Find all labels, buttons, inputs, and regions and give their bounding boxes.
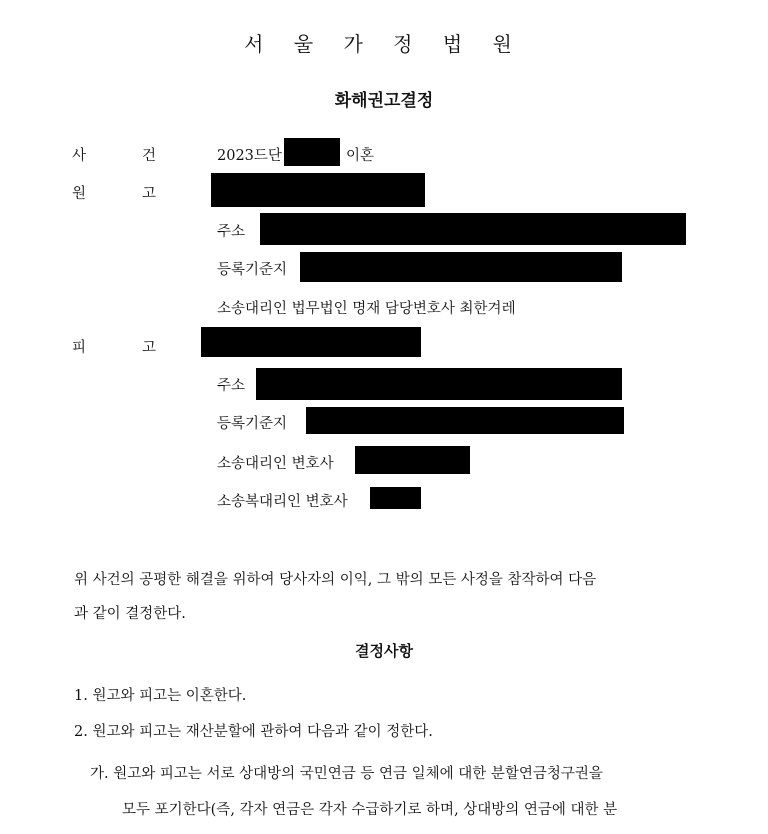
defendant-sub-counsel-label: 소송복대리인 변호사 [217, 494, 348, 510]
plaintiff-name-redaction [211, 173, 425, 207]
decision-item-2: 2. 원고와 피고는 재산분할에 관하여 다음과 같이 정한다. [74, 724, 433, 740]
plaintiff-registry-label: 등록기준지 [217, 262, 288, 278]
section-title: 결정사항 [355, 642, 413, 660]
case-number-prefix: 2023드단 [217, 148, 282, 164]
case-label-1: 사 [72, 148, 87, 164]
plaintiff-counsel: 소송대리인 법무법인 명재 담당변호사 최한겨레 [217, 301, 516, 317]
court-name: 서 울 가 정 법 원 [244, 32, 524, 56]
plaintiff-registry-redaction [300, 252, 622, 282]
case-number-redaction [284, 138, 340, 166]
defendant-counsel-label: 소송대리인 변호사 [217, 456, 334, 472]
decision-item-2a-line-2: 모두 포기한다(즉, 각자 연금은 각자 수급하기로 하며, 상대방의 연금에 대한 분 [122, 802, 618, 818]
defendant-name-redaction [201, 327, 421, 357]
case-type: 이혼 [346, 148, 375, 164]
defendant-counsel-redaction [355, 446, 470, 474]
plaintiff-address-redaction [260, 213, 686, 245]
plaintiff-address-label: 주소 [217, 224, 246, 240]
case-label-2: 건 [142, 148, 157, 164]
defendant-registry-redaction [306, 407, 624, 434]
decision-item-1: 1. 원고와 피고는 이혼한다. [74, 688, 247, 704]
document-title: 화해권고결정 [334, 91, 434, 111]
intro-paragraph-line-2: 과 같이 결정한다. [74, 606, 186, 622]
plaintiff-label-2: 고 [142, 186, 157, 202]
defendant-label-1: 피 [72, 340, 87, 356]
defendant-registry-label: 등록기준지 [217, 416, 288, 432]
defendant-address-label: 주소 [217, 378, 246, 394]
decision-item-2a-line-1: 가. 원고와 피고는 서로 상대방의 국민연금 등 연금 일체에 대한 분할연금청구권을 [90, 766, 603, 782]
defendant-address-redaction [256, 368, 622, 400]
defendant-sub-counsel-redaction [370, 487, 421, 509]
plaintiff-label-1: 원 [72, 186, 87, 202]
intro-paragraph-line-1: 위 사건의 공평한 해결을 위하여 당사자의 이익, 그 밖의 모든 사정을 참작하여 다음 [74, 572, 597, 588]
defendant-label-2: 고 [142, 340, 157, 356]
